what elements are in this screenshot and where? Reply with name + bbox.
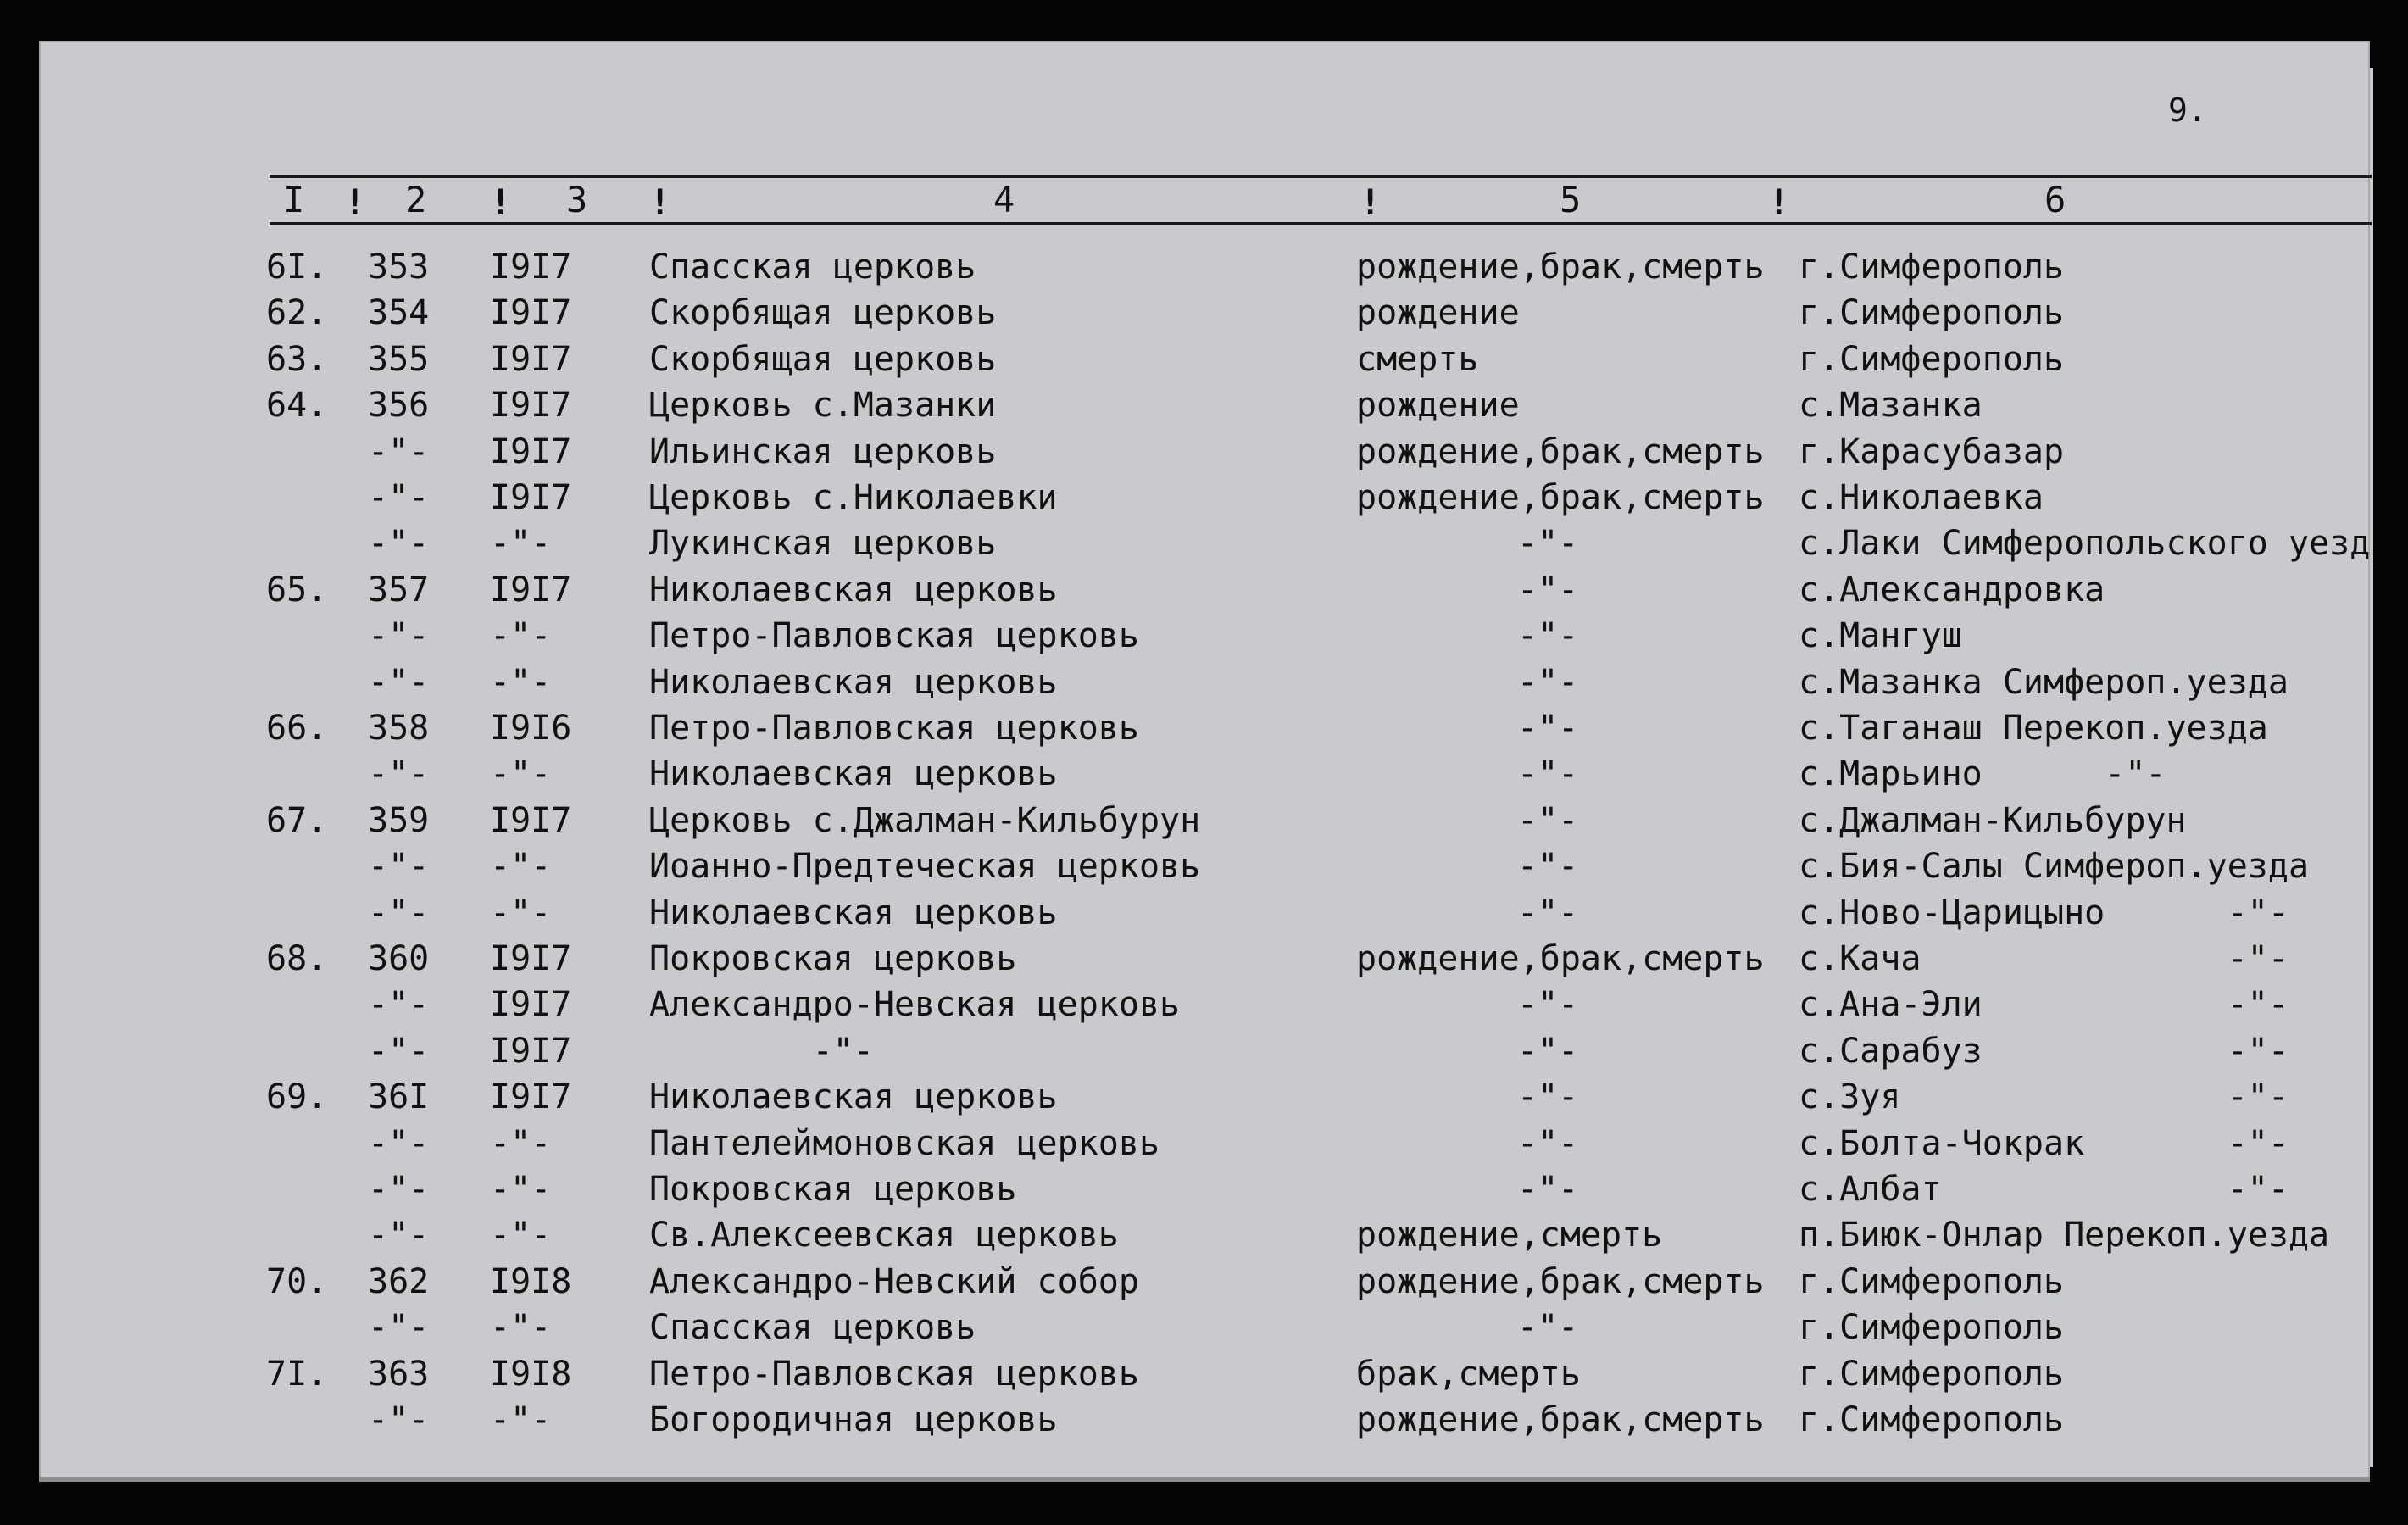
cell-archive-number: 363 (368, 1354, 430, 1394)
cell-row-number: 67. (266, 800, 328, 840)
cell-location: с.Мангуш (1799, 616, 1962, 656)
cell-location: с.Бия-Салы Симфероп.уезда (1799, 847, 2310, 887)
cell-year: -"- (490, 1123, 552, 1163)
header-separator: ! (1768, 181, 1790, 223)
table-row (0, 290, 2408, 336)
cell-year: -"- (490, 662, 552, 702)
table-row (0, 751, 2408, 797)
cell-church-name: Александро-Невский собор (649, 1261, 1139, 1301)
cell-church-name: Николаевская церковь (649, 893, 1058, 932)
cell-location: с.Сарабуз -"- (1799, 1031, 2288, 1071)
cell-year: I9I6 (490, 709, 572, 748)
cell-record-types: -"- (1517, 985, 1579, 1025)
cell-church-name: Ильинская церковь (649, 431, 997, 471)
cell-row-number: 63. (266, 339, 328, 379)
table-row (0, 936, 2408, 982)
cell-record-types: рождение,брак,смерть (1356, 1400, 1765, 1439)
cell-year: -"- (490, 1170, 552, 1209)
cell-year: I9I7 (490, 985, 572, 1025)
cell-year: I9I7 (490, 431, 572, 471)
cell-record-types: -"- (1517, 754, 1579, 794)
cell-archive-number: -"- (368, 1400, 430, 1439)
cell-archive-number: -"- (368, 1308, 430, 1348)
cell-archive-number: 359 (368, 800, 430, 840)
cell-year: I9I7 (490, 939, 572, 978)
cell-record-types: -"- (1517, 1031, 1579, 1071)
cell-church-name: Спасская церковь (649, 1308, 976, 1348)
cell-row-number: 6I. (266, 248, 328, 287)
table-row (0, 337, 2408, 382)
table-row (0, 1028, 2408, 1074)
cell-archive-number: 362 (368, 1261, 430, 1301)
header-col-1: I (283, 179, 305, 220)
cell-row-number: 66. (266, 709, 328, 748)
cell-location: с.Болта-Чокрак -"- (1799, 1123, 2288, 1163)
cell-church-name: Петро-Павловская церковь (649, 616, 1139, 656)
cell-record-types: -"- (1517, 800, 1579, 840)
cell-archive-number: 358 (368, 709, 430, 748)
cell-archive-number: -"- (368, 616, 430, 656)
header-col-5: 5 (1560, 179, 1582, 220)
table-row (0, 660, 2408, 705)
table-row (0, 705, 2408, 751)
table-row (0, 475, 2408, 520)
cell-church-name: Александро-Невская церковь (649, 985, 1181, 1025)
cell-row-number: 7I. (266, 1354, 328, 1394)
cell-year: I9I7 (490, 570, 572, 609)
cell-location: г.Симферополь (1799, 1400, 2065, 1439)
cell-location: г.Симферополь (1799, 339, 2065, 379)
cell-church-name: Покровская церковь (649, 1170, 1017, 1209)
cell-record-types: -"- (1517, 524, 1579, 564)
cell-row-number: 62. (266, 293, 328, 333)
table-row (0, 982, 2408, 1027)
cell-location: с.Ана-Эли -"- (1799, 985, 2288, 1025)
cell-record-types: -"- (1517, 1170, 1579, 1209)
table-row (0, 1166, 2408, 1212)
header-separator: ! (1360, 181, 1382, 223)
cell-location: с.Александровка (1799, 570, 2105, 609)
cell-archive-number: -"- (368, 1216, 430, 1255)
cell-archive-number: -"- (368, 847, 430, 887)
cell-church-name: Петро-Павловская церковь (649, 1354, 1139, 1394)
table-row (0, 244, 2408, 290)
cell-year: I9I7 (490, 339, 572, 379)
cell-location: с.Марьино -"- (1799, 754, 2166, 794)
cell-record-types: -"- (1517, 893, 1579, 932)
cell-church-name: Покровская церковь (649, 939, 1017, 978)
table-row (0, 520, 2408, 566)
table-row (0, 843, 2408, 889)
cell-year: I9I7 (490, 478, 572, 517)
cell-record-types: -"- (1517, 1308, 1579, 1348)
cell-archive-number: -"- (368, 1123, 430, 1163)
cell-location: г.Симферополь (1799, 248, 2065, 287)
cell-church-name: Николаевская церковь (649, 662, 1058, 702)
cell-year: I9I7 (490, 386, 572, 426)
cell-church-name: Церковь с.Мазанки (649, 386, 997, 426)
cell-location: с.Мазанка Симфероп.уезда (1799, 662, 2288, 702)
cell-year: -"- (490, 1400, 552, 1439)
cell-archive-number: -"- (368, 524, 430, 564)
cell-church-name: -"- (649, 1031, 874, 1071)
cell-archive-number: -"- (368, 431, 430, 471)
cell-year: -"- (490, 893, 552, 932)
cell-year: -"- (490, 754, 552, 794)
cell-church-name: Иоанно-Предтеческая церковь (649, 847, 1201, 887)
cell-record-types: смерть (1356, 339, 1479, 379)
header-rule-top (270, 175, 2372, 178)
cell-location: с.Албат -"- (1799, 1170, 2288, 1209)
cell-record-types: -"- (1517, 709, 1579, 748)
cell-location: с.Лаки Симферопольского уезд (1799, 524, 2371, 564)
table-row (0, 613, 2408, 659)
header-col-2: 2 (405, 179, 427, 220)
cell-record-types: рождение,брак,смерть (1356, 1261, 1765, 1301)
cell-church-name: Скорбящая церковь (649, 293, 997, 333)
cell-year: -"- (490, 847, 552, 887)
table-row (0, 798, 2408, 843)
cell-location: с.Джалман-Кильбурун (1799, 800, 2187, 840)
table-row (0, 1121, 2408, 1166)
cell-year: I9I7 (490, 248, 572, 287)
cell-row-number: 65. (266, 570, 328, 609)
cell-archive-number: -"- (368, 1031, 430, 1071)
table-row (0, 1351, 2408, 1397)
cell-location: с.Николаевка (1799, 478, 2044, 517)
cell-location: г.Симферополь (1799, 293, 2065, 333)
cell-year: I9I7 (490, 1077, 572, 1117)
cell-location: с.Таганаш Перекоп.уезда (1799, 709, 2268, 748)
cell-archive-number: -"- (368, 662, 430, 702)
cell-archive-number: -"- (368, 893, 430, 932)
cell-year: I9I8 (490, 1354, 572, 1394)
page-number: 9. (2168, 92, 2207, 129)
cell-record-types: рождение,смерть (1356, 1216, 1663, 1255)
cell-row-number: 64. (266, 386, 328, 426)
cell-record-types: рождение (1356, 386, 1520, 426)
table-row (0, 890, 2408, 936)
cell-record-types: рождение,брак,смерть (1356, 431, 1765, 471)
table-row (0, 567, 2408, 613)
cell-church-name: Церковь с.Джалман-Кильбурун (649, 800, 1201, 840)
cell-location: с.Кача -"- (1799, 939, 2288, 978)
cell-location: с.Ново-Царицыно -"- (1799, 893, 2288, 932)
cell-location: г.Карасубазар (1799, 431, 2065, 471)
cell-record-types: рождение,брак,смерть (1356, 478, 1765, 517)
cell-year: -"- (490, 1308, 552, 1348)
cell-year: I9I7 (490, 1031, 572, 1071)
table-row (0, 1305, 2408, 1350)
cell-year: I9I7 (490, 800, 572, 840)
cell-record-types: рождение (1356, 293, 1520, 333)
cell-archive-number: 356 (368, 386, 430, 426)
cell-church-name: Петро-Павловская церковь (649, 709, 1139, 748)
cell-church-name: Св.Алексеевская церковь (649, 1216, 1119, 1255)
cell-church-name: Николаевская церковь (649, 1077, 1058, 1117)
cell-location: с.Зуя -"- (1799, 1077, 2288, 1117)
cell-year: I9I8 (490, 1261, 572, 1301)
cell-archive-number: -"- (368, 754, 430, 794)
cell-location: г.Симферополь (1799, 1308, 2065, 1348)
cell-year: -"- (490, 616, 552, 656)
cell-record-types: -"- (1517, 1077, 1579, 1117)
cell-row-number: 69. (266, 1077, 328, 1117)
cell-record-types: -"- (1517, 662, 1579, 702)
cell-location: с.Мазанка (1799, 386, 1983, 426)
table-row (0, 1212, 2408, 1258)
cell-archive-number: 354 (368, 293, 430, 333)
cell-archive-number: 36I (368, 1077, 430, 1117)
cell-church-name: Лукинская церковь (649, 524, 997, 564)
header-separator: ! (490, 181, 512, 223)
table-row (0, 1074, 2408, 1120)
cell-church-name: Скорбящая церковь (649, 339, 997, 379)
header-col-4: 4 (993, 179, 1015, 220)
cell-record-types: рождение,брак,смерть (1356, 248, 1765, 287)
header-separator: ! (344, 181, 366, 223)
cell-church-name: Спасская церковь (649, 248, 976, 287)
header-rule-bottom (270, 222, 2372, 225)
cell-year: -"- (490, 1216, 552, 1255)
cell-archive-number: -"- (368, 985, 430, 1025)
cell-row-number: 70. (266, 1261, 328, 1301)
cell-archive-number: 353 (368, 248, 430, 287)
header-separator: ! (649, 181, 671, 223)
table-row (0, 1397, 2408, 1443)
cell-location: г.Симферополь (1799, 1354, 2065, 1394)
cell-location: п.Биюк-Онлар Перекоп.уезда (1799, 1216, 2330, 1255)
cell-church-name: Богородичная церковь (649, 1400, 1058, 1439)
cell-record-types: -"- (1517, 570, 1579, 609)
page-bottom-edge (39, 1477, 2370, 1482)
cell-record-types: рождение,брак,смерть (1356, 939, 1765, 978)
cell-church-name: Пантелеймоновская церковь (649, 1123, 1160, 1163)
cell-row-number: 68. (266, 939, 328, 978)
header-col-6: 6 (2044, 179, 2066, 220)
cell-church-name: Церковь с.Николаевки (649, 478, 1058, 517)
cell-archive-number: 357 (368, 570, 430, 609)
table-row (0, 1259, 2408, 1305)
cell-record-types: -"- (1517, 616, 1579, 656)
cell-record-types: -"- (1517, 847, 1579, 887)
cell-location: г.Симферополь (1799, 1261, 2065, 1301)
cell-record-types: брак,смерть (1356, 1354, 1581, 1394)
cell-year: I9I7 (490, 293, 572, 333)
cell-archive-number: 360 (368, 939, 430, 978)
cell-church-name: Николаевская церковь (649, 570, 1058, 609)
table-row (0, 429, 2408, 475)
cell-archive-number: 355 (368, 339, 430, 379)
cell-archive-number: -"- (368, 478, 430, 517)
header-col-3: 3 (566, 179, 588, 220)
cell-archive-number: -"- (368, 1170, 430, 1209)
table-row (0, 382, 2408, 428)
cell-church-name: Николаевская церковь (649, 754, 1058, 794)
cell-record-types: -"- (1517, 1123, 1579, 1163)
cell-year: -"- (490, 524, 552, 564)
